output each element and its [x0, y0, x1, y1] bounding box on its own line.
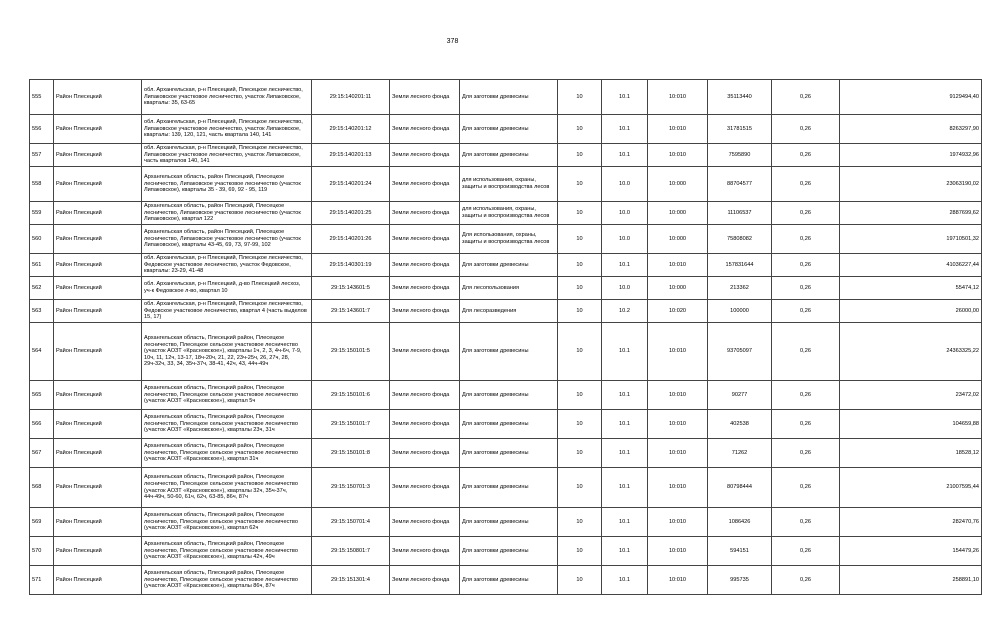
location-text: Архангельская область, Плесецкий район, Плесецкое лесничество, Плесецкое сельское участковое лесничество (участок АОЗТ «Красновское»), квартал 62ч — [142, 508, 312, 537]
district-name: Район Плесецкий — [54, 167, 142, 202]
cadastral-number: 29:15:140201:11 — [312, 80, 390, 115]
permitted-use: Для заготовки древесины — [460, 537, 558, 566]
code-b: 10.1 — [602, 410, 648, 439]
row-number: 561 — [30, 254, 54, 277]
code-c: 10:010 — [648, 468, 708, 508]
cadastral-sum: 104659,88 — [840, 410, 982, 439]
area-value: 31781515 — [708, 115, 772, 144]
cadastral-sum: 154479,26 — [840, 537, 982, 566]
location-text: обл. Архангельская, р-н Плесецкий, Плесецкое лесничество, Липаковское участковое лесничество, участок Липаковское, кварталы: 139, 120, 121, часть квартала 140, 141 — [142, 115, 312, 144]
land-category: Земли лесного фонда — [390, 468, 460, 508]
code-c: 10:010 — [648, 537, 708, 566]
row-number: 570 — [30, 537, 54, 566]
area-value: 213362 — [708, 277, 772, 300]
location-text: Архангельская область, Плесецкий район, Плесецкое лесничество, Плесецкое сельское участковое лесничество (участок АОЗТ «Красновское»), кварталы 42ч, 49ч — [142, 537, 312, 566]
rate-value: 0,26 — [772, 115, 840, 144]
permitted-use: Для использования, охраны, защиты и воспроизводства лесов — [460, 225, 558, 254]
land-category: Земли лесного фонда — [390, 202, 460, 225]
table-row — [30, 254, 982, 277]
row-number: 571 — [30, 566, 54, 595]
cadastral-number: 29:15:143601:7 — [312, 300, 390, 323]
page-number: 378 — [446, 38, 459, 45]
rate-value: 0,26 — [772, 439, 840, 468]
cadastral-number: 29:15:151301:4 — [312, 566, 390, 595]
permitted-use: Для заготовки древесины — [460, 115, 558, 144]
rate-value: 0,26 — [772, 468, 840, 508]
code-b: 10.1 — [602, 381, 648, 410]
code-c: 10:010 — [648, 566, 708, 595]
code-a: 10 — [558, 537, 602, 566]
code-c: 10:000 — [648, 167, 708, 202]
rate-value: 0,26 — [772, 254, 840, 277]
code-b: 10.1 — [602, 80, 648, 115]
row-number: 560 — [30, 225, 54, 254]
code-c: 10:010 — [648, 80, 708, 115]
table-row — [30, 323, 982, 381]
permitted-use: Для заготовки древесины — [460, 144, 558, 167]
cadastral-number: 29:15:150101:8 — [312, 439, 390, 468]
cadastral-number: 29:15:150101:5 — [312, 323, 390, 381]
area-value: 90277 — [708, 381, 772, 410]
district-name: Район Плесецкий — [54, 80, 142, 115]
cadastral-sum: 9129494,40 — [840, 80, 982, 115]
area-value: 93705097 — [708, 323, 772, 381]
district-name: Район Плесецкий — [54, 115, 142, 144]
area-value: 100000 — [708, 300, 772, 323]
cadastral-sum: 55474,12 — [840, 277, 982, 300]
land-category: Земли лесного фонда — [390, 277, 460, 300]
rate-value: 0,26 — [772, 167, 840, 202]
code-b: 10.1 — [602, 115, 648, 144]
code-c: 10:010 — [648, 144, 708, 167]
area-value: 7595890 — [708, 144, 772, 167]
code-c: 10:010 — [648, 115, 708, 144]
code-a: 10 — [558, 300, 602, 323]
district-name: Район Плесецкий — [54, 144, 142, 167]
permitted-use: для использования, охраны, защиты и воспроизводства лесов — [460, 167, 558, 202]
district-name: Район Плесецкий — [54, 410, 142, 439]
location-text: обл. Архангельская, р-н Плесецкий, Плесецкое лесничество, Липаковское участковое лесничество, участок Липаковское, кварталы: 35, 63-65 — [142, 80, 312, 115]
row-number: 568 — [30, 468, 54, 508]
code-b: 10.1 — [602, 439, 648, 468]
location-text: Архангельская область, Плесецкий район, Плесецкое лесничество, Плесецкое сельское участковое лесничество (участок АОЗТ «Красновское»), кварталы 32ч, 35ч-37ч, 44ч-49ч, 50-60, 61ч, 62ч, 63-85, 86ч, 87ч — [142, 468, 312, 508]
cadastral-sum: 19710501,32 — [840, 225, 982, 254]
code-c: 10:020 — [648, 300, 708, 323]
code-c: 10:010 — [648, 410, 708, 439]
table-row — [30, 410, 982, 439]
code-c: 10:010 — [648, 439, 708, 468]
table-row — [30, 508, 982, 537]
code-b: 10.0 — [602, 277, 648, 300]
code-b: 10.1 — [602, 566, 648, 595]
location-text: Архангельская область, Плесецкий район, Плесецкое лесничество, Плесецкое сельское участковое лесничество (участок АОЗТ «Красновское»), кварталы 86ч, 87ч — [142, 566, 312, 595]
cadastral-number: 29:15:140201:12 — [312, 115, 390, 144]
code-b: 10.1 — [602, 468, 648, 508]
code-a: 10 — [558, 167, 602, 202]
rate-value: 0,26 — [772, 225, 840, 254]
code-a: 10 — [558, 115, 602, 144]
code-b: 10.0 — [602, 225, 648, 254]
row-number: 562 — [30, 277, 54, 300]
area-value: 35113440 — [708, 80, 772, 115]
area-value: 71262 — [708, 439, 772, 468]
permitted-use: Для заготовки древесины — [460, 381, 558, 410]
permitted-use: Для заготовки древесины — [460, 566, 558, 595]
table-row — [30, 300, 982, 323]
location-text: Архангельская область, Плесецкий район, Плесецкое лесничество, Плесецкое сельское участковое лесничество (участок АОЗТ «Красновское»), кварталы 1ч, 2, 3, 4ч-6ч, 7-9, 10ч, 11, 12ч, 13-17, 18ч-20ч, 21, 22, 23ч-25ч, 26, 27ч, 28, 29ч-32ч, 33, 34, 35ч-37ч, 38-41, 42ч, 43, 44ч-49ч — [142, 323, 312, 381]
location-text: обл. Архангельская, р-н Плесецкий, д-во Плесецкий лесхоз, уч-к Федовское л-во, квартал 10 — [142, 277, 312, 300]
table-row — [30, 468, 982, 508]
code-c: 10:000 — [648, 225, 708, 254]
permitted-use: Для заготовки древесины — [460, 323, 558, 381]
code-b: 10.0 — [602, 202, 648, 225]
row-number: 563 — [30, 300, 54, 323]
code-a: 10 — [558, 468, 602, 508]
area-value: 11106537 — [708, 202, 772, 225]
cadastral-number: 29:15:140301:19 — [312, 254, 390, 277]
land-category: Земли лесного фонда — [390, 508, 460, 537]
area-value: 157831644 — [708, 254, 772, 277]
row-number: 565 — [30, 381, 54, 410]
location-text: Архангельская область, Плесецкий район, Плесецкое лесничество, Плесецкое сельское участковое лесничество (участок АОЗТ «Красновское»), квартал 31ч — [142, 439, 312, 468]
district-name: Район Плесецкий — [54, 508, 142, 537]
rate-value: 0,26 — [772, 202, 840, 225]
location-text: Архангельская область, Плесецкий район, Плесецкое лесничество, Плесецкое сельское участковое лесничество (участок АОЗТ «Красновское»), квартал 5ч — [142, 381, 312, 410]
location-text: обл. Архангельская, р-н Плесецкий, Плесецкое лесничество, Липаковское участковое лесничество, участок Липаковское, часть кварталов 140, 141 — [142, 144, 312, 167]
district-name: Район Плесецкий — [54, 225, 142, 254]
row-number: 566 — [30, 410, 54, 439]
rate-value: 0,26 — [772, 80, 840, 115]
code-a: 10 — [558, 566, 602, 595]
row-number: 557 — [30, 144, 54, 167]
district-name: Район Плесецкий — [54, 468, 142, 508]
cadastral-number: 29:15:150701:3 — [312, 468, 390, 508]
cadastral-sum: 258891,10 — [840, 566, 982, 595]
district-name: Район Плесецкий — [54, 202, 142, 225]
cadastral-sum: 41036227,44 — [840, 254, 982, 277]
code-a: 10 — [558, 225, 602, 254]
code-b: 10.0 — [602, 167, 648, 202]
row-number: 564 — [30, 323, 54, 381]
permitted-use: Для лесоразведения — [460, 300, 558, 323]
table-row — [30, 115, 982, 144]
location-text: Архангельская область, район Плесецкий, Плесецкое лесничество, Липаковское участковое лесничество (участок Липаковское), кварталы 43-45, 69, 73, 97-99, 102 — [142, 225, 312, 254]
code-a: 10 — [558, 439, 602, 468]
rate-value: 0,26 — [772, 410, 840, 439]
cadastral-sum: 18528,12 — [840, 439, 982, 468]
cadastral-sum: 24363325,22 — [840, 323, 982, 381]
land-category: Земли лесного фонда — [390, 537, 460, 566]
code-b: 10.1 — [602, 508, 648, 537]
area-value: 75808082 — [708, 225, 772, 254]
cadastral-sum: 282470,76 — [840, 508, 982, 537]
cadastral-number: 29:15:150101:6 — [312, 381, 390, 410]
district-name: Район Плесецкий — [54, 300, 142, 323]
code-c: 10:000 — [648, 277, 708, 300]
table-row — [30, 537, 982, 566]
cadastral-number: 29:15:140201:24 — [312, 167, 390, 202]
area-value: 402538 — [708, 410, 772, 439]
district-name: Район Плесецкий — [54, 439, 142, 468]
row-number: 567 — [30, 439, 54, 468]
land-category: Земли лесного фонда — [390, 144, 460, 167]
permitted-use: Для заготовки древесины — [460, 410, 558, 439]
cadastral-sum: 2887699,62 — [840, 202, 982, 225]
row-number: 559 — [30, 202, 54, 225]
rate-value: 0,26 — [772, 566, 840, 595]
table-row — [30, 202, 982, 225]
cadastral-sum: 26000,00 — [840, 300, 982, 323]
row-number: 555 — [30, 80, 54, 115]
code-b: 10.1 — [602, 323, 648, 381]
land-category: Земли лесного фонда — [390, 381, 460, 410]
district-name: Район Плесецкий — [54, 254, 142, 277]
location-text: Архангельская область, район Плесецкий, Плесецкое лесничество, Липаковское участковое лесничество (участок Липаковское), квартал 122 — [142, 202, 312, 225]
code-b: 10.1 — [602, 537, 648, 566]
area-value: 88704577 — [708, 167, 772, 202]
code-c: 10:000 — [648, 202, 708, 225]
table-row — [30, 225, 982, 254]
code-a: 10 — [558, 323, 602, 381]
area-value: 80798444 — [708, 468, 772, 508]
location-text: обл. Архангельская, р-н Плесецкий, Плесецкое лесничество, Федовское участковое лесничество, квартал 4 (часть выделов 15, 17) — [142, 300, 312, 323]
cadastral-number: 29:15:140201:26 — [312, 225, 390, 254]
row-number: 558 — [30, 167, 54, 202]
rate-value: 0,26 — [772, 300, 840, 323]
cadastral-sum: 23063190,02 — [840, 167, 982, 202]
area-value: 1086426 — [708, 508, 772, 537]
land-parcels-table — [29, 79, 982, 595]
permitted-use: Для заготовки древесины — [460, 439, 558, 468]
code-c: 10:010 — [648, 381, 708, 410]
permitted-use: Для заготовки древесины — [460, 80, 558, 115]
rate-value: 0,26 — [772, 323, 840, 381]
land-category: Земли лесного фонда — [390, 225, 460, 254]
cadastral-number: 29:15:143601:5 — [312, 277, 390, 300]
code-a: 10 — [558, 508, 602, 537]
land-category: Земли лесного фонда — [390, 115, 460, 144]
code-a: 10 — [558, 381, 602, 410]
table-row — [30, 80, 982, 115]
cadastral-sum: 1974932,96 — [840, 144, 982, 167]
permitted-use: Для заготовки древесины — [460, 468, 558, 508]
land-category: Земли лесного фонда — [390, 410, 460, 439]
rate-value: 0,26 — [772, 144, 840, 167]
code-a: 10 — [558, 277, 602, 300]
district-name: Район Плесецкий — [54, 323, 142, 381]
row-number: 556 — [30, 115, 54, 144]
rate-value: 0,26 — [772, 277, 840, 300]
rate-value: 0,26 — [772, 537, 840, 566]
land-category: Земли лесного фонда — [390, 439, 460, 468]
table-row — [30, 144, 982, 167]
district-name: Район Плесецкий — [54, 566, 142, 595]
code-b: 10.1 — [602, 254, 648, 277]
rate-value: 0,26 — [772, 508, 840, 537]
cadastral-sum: 8263297,90 — [840, 115, 982, 144]
permitted-use: Для лесопользования — [460, 277, 558, 300]
cadastral-number: 29:15:140201:13 — [312, 144, 390, 167]
cadastral-number: 29:15:140201:25 — [312, 202, 390, 225]
land-category: Земли лесного фонда — [390, 167, 460, 202]
code-a: 10 — [558, 144, 602, 167]
permitted-use: для использования, охраны, защиты и воспроизводства лесов — [460, 202, 558, 225]
cadastral-sum: 21007595,44 — [840, 468, 982, 508]
code-b: 10.1 — [602, 144, 648, 167]
table-row — [30, 566, 982, 595]
land-category: Земли лесного фонда — [390, 323, 460, 381]
cadastral-number: 29:15:150101:7 — [312, 410, 390, 439]
code-c: 10:010 — [648, 508, 708, 537]
land-category: Земли лесного фонда — [390, 254, 460, 277]
cadastral-number: 29:15:150801:7 — [312, 537, 390, 566]
district-name: Район Плесецкий — [54, 537, 142, 566]
table-row — [30, 439, 982, 468]
land-category: Земли лесного фонда — [390, 80, 460, 115]
district-name: Район Плесецкий — [54, 381, 142, 410]
cadastral-number: 29:15:150701:4 — [312, 508, 390, 537]
table-body — [30, 80, 982, 595]
permitted-use: Для заготовки древесины — [460, 254, 558, 277]
district-name: Район Плесецкий — [54, 277, 142, 300]
table-row — [30, 167, 982, 202]
cadastral-sum: 23472,02 — [840, 381, 982, 410]
code-a: 10 — [558, 254, 602, 277]
code-a: 10 — [558, 80, 602, 115]
location-text: Архангельская область, район Плесецкий, Плесецкое лесничество, Липаковское участковое лесничество (участок Липаковское), кварталы 35 - 39, 69, 92 - 95, 119 — [142, 167, 312, 202]
land-category: Земли лесного фонда — [390, 566, 460, 595]
permitted-use: Для заготовки древесины — [460, 508, 558, 537]
row-number: 569 — [30, 508, 54, 537]
area-value: 594151 — [708, 537, 772, 566]
code-b: 10.2 — [602, 300, 648, 323]
code-a: 10 — [558, 202, 602, 225]
code-c: 10:010 — [648, 254, 708, 277]
land-category: Земли лесного фонда — [390, 300, 460, 323]
area-value: 995735 — [708, 566, 772, 595]
rate-value: 0,26 — [772, 381, 840, 410]
location-text: обл. Архангельская, р-н Плесецкий, Плесецкое лесничество, Федовское участковое лесничество, участок Федовское, кварталы: 23-29, 41-48 — [142, 254, 312, 277]
code-c: 10:010 — [648, 323, 708, 381]
code-a: 10 — [558, 410, 602, 439]
location-text: Архангельская область, Плесецкий район, Плесецкое лесничество, Плесецкое сельское участковое лесничество (участок АОЗТ «Красновское»), кварталы 23ч, 31ч — [142, 410, 312, 439]
table-row — [30, 277, 982, 300]
table-row — [30, 381, 982, 410]
